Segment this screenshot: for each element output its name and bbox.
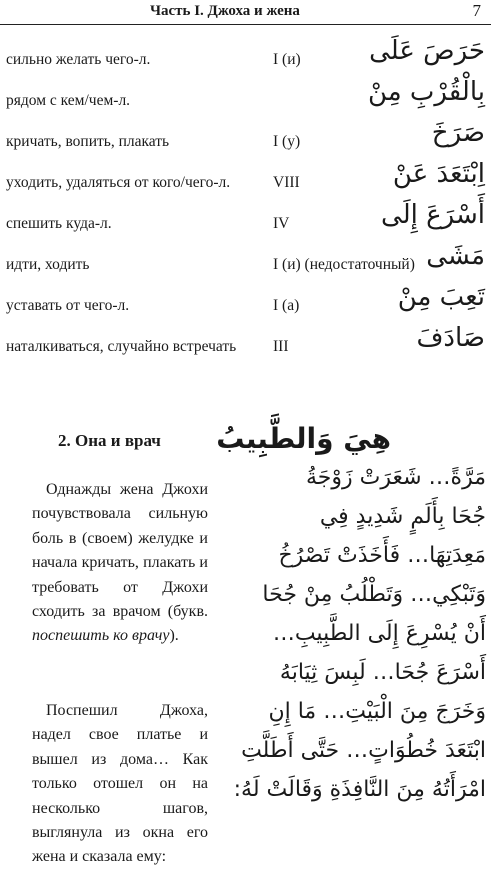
vocab-arabic: صَرَخَ <box>431 118 485 148</box>
arabic-section-title: هِيَ وَالطَّبِيبُ <box>216 422 391 455</box>
vocab-verb-form: I (у) <box>273 133 301 150</box>
vocab-row <box>0 153 491 194</box>
vocab-translation: сильно желать чего-л. <box>6 51 151 68</box>
vocab-row <box>0 71 491 112</box>
vocab-translation: кричать, вопить, плакать <box>6 133 170 150</box>
vocab-translation: спешить куда-л. <box>6 215 112 232</box>
arabic-line: ابْتَعَدَ خُطُوَاتٍ… حَتَّى أَطَلَّتِ <box>241 738 486 763</box>
arabic-line: مَرَّةً… شَعَرَتْ زَوْجَةُ <box>306 465 486 490</box>
vocab-verb-form: III <box>273 338 289 355</box>
paragraph-italic-text: поспешить ко врачу <box>32 627 170 645</box>
section-title: 2. Она и врач <box>58 431 161 450</box>
arabic-line: امْرَأَتُهُ مِنَ النَّافِذَةِ وَقَالَتْ لَهُ: <box>233 777 486 802</box>
vocab-verb-form: I (и) (недостаточный) <box>273 256 415 273</box>
vocab-translation: наталкиваться, случайно встречать <box>6 338 237 355</box>
vocab-verb-form: VIII <box>273 174 300 191</box>
vocab-arabic: صَادَفَ <box>416 323 485 353</box>
page-number: 7 <box>472 1 481 20</box>
paragraph-text: Однажды жена Джохи почувствовала сильную боль в (своем) желудке и начала кричать, плакать и требовать от Джохи сходить за врачом (букв. <box>32 481 208 621</box>
vocab-verb-form: I (и) <box>273 51 301 68</box>
vocab-row <box>0 317 491 358</box>
page-header <box>0 0 491 26</box>
russian-paragraph-1 <box>32 478 208 649</box>
paragraph-text-end: ). <box>169 627 179 645</box>
vocab-arabic: اِبْتَعَدَ عَنْ <box>392 159 485 189</box>
vocab-row <box>0 112 491 153</box>
header-rule <box>0 24 491 25</box>
vocab-translation: рядом с кем/чем-л. <box>6 92 131 109</box>
vocab-row <box>0 276 491 317</box>
arabic-line: جُحَا بِأَلَمٍ شَدِيدٍ فِي <box>319 504 486 529</box>
vocab-verb-form: IV <box>273 215 290 232</box>
arabic-line: أَنْ يُسْرِعَ إِلَى الطَّبِيبِ… <box>272 621 486 646</box>
vocab-arabic: بِالْقُرْبِ مِنْ <box>367 77 485 107</box>
vocab-row <box>0 30 491 71</box>
vocab-arabic: تَعِبَ مِنْ <box>397 282 485 312</box>
vocab-arabic: أَسْرَعَ إِلَى <box>381 200 485 230</box>
vocab-arabic: حَرَصَ عَلَى <box>369 36 485 66</box>
arabic-line: وَخَرَجَ مِنَ الْبَيْتِ… مَا إِنِ <box>268 699 486 724</box>
vocab-translation: идти, ходить <box>6 256 90 273</box>
vocab-translation: уходить, удаляться от кого/чего-л. <box>6 174 231 191</box>
vocab-verb-form: I (a) <box>273 297 300 314</box>
arabic-line: وَتَبْكِي… وَتَطْلُبُ مِنْ جُحَا <box>262 582 486 607</box>
vocab-row <box>0 194 491 235</box>
arabic-line: مَعِدَتِهَا… فَأَخَذَتْ تَصْرُخُ <box>278 543 486 568</box>
vocab-translation: уставать от чего-л. <box>6 297 130 314</box>
chapter-title: Часть I. Джоха и жена <box>150 3 300 19</box>
arabic-line: أَسْرَعَ جُحَا… لَبِسَ ثِيَابَهُ <box>279 660 486 685</box>
russian-paragraph-2: Поспешил Джоха, надел свое платье и вышел из дома… Как только отошел он на несколько шагов, выглянула из окна его жена и сказала ему: <box>32 702 208 866</box>
arabic-story-text <box>234 458 486 809</box>
vocab-row <box>0 235 491 276</box>
vocab-arabic: مَشَى <box>426 241 485 271</box>
vocabulary-list <box>0 30 491 358</box>
